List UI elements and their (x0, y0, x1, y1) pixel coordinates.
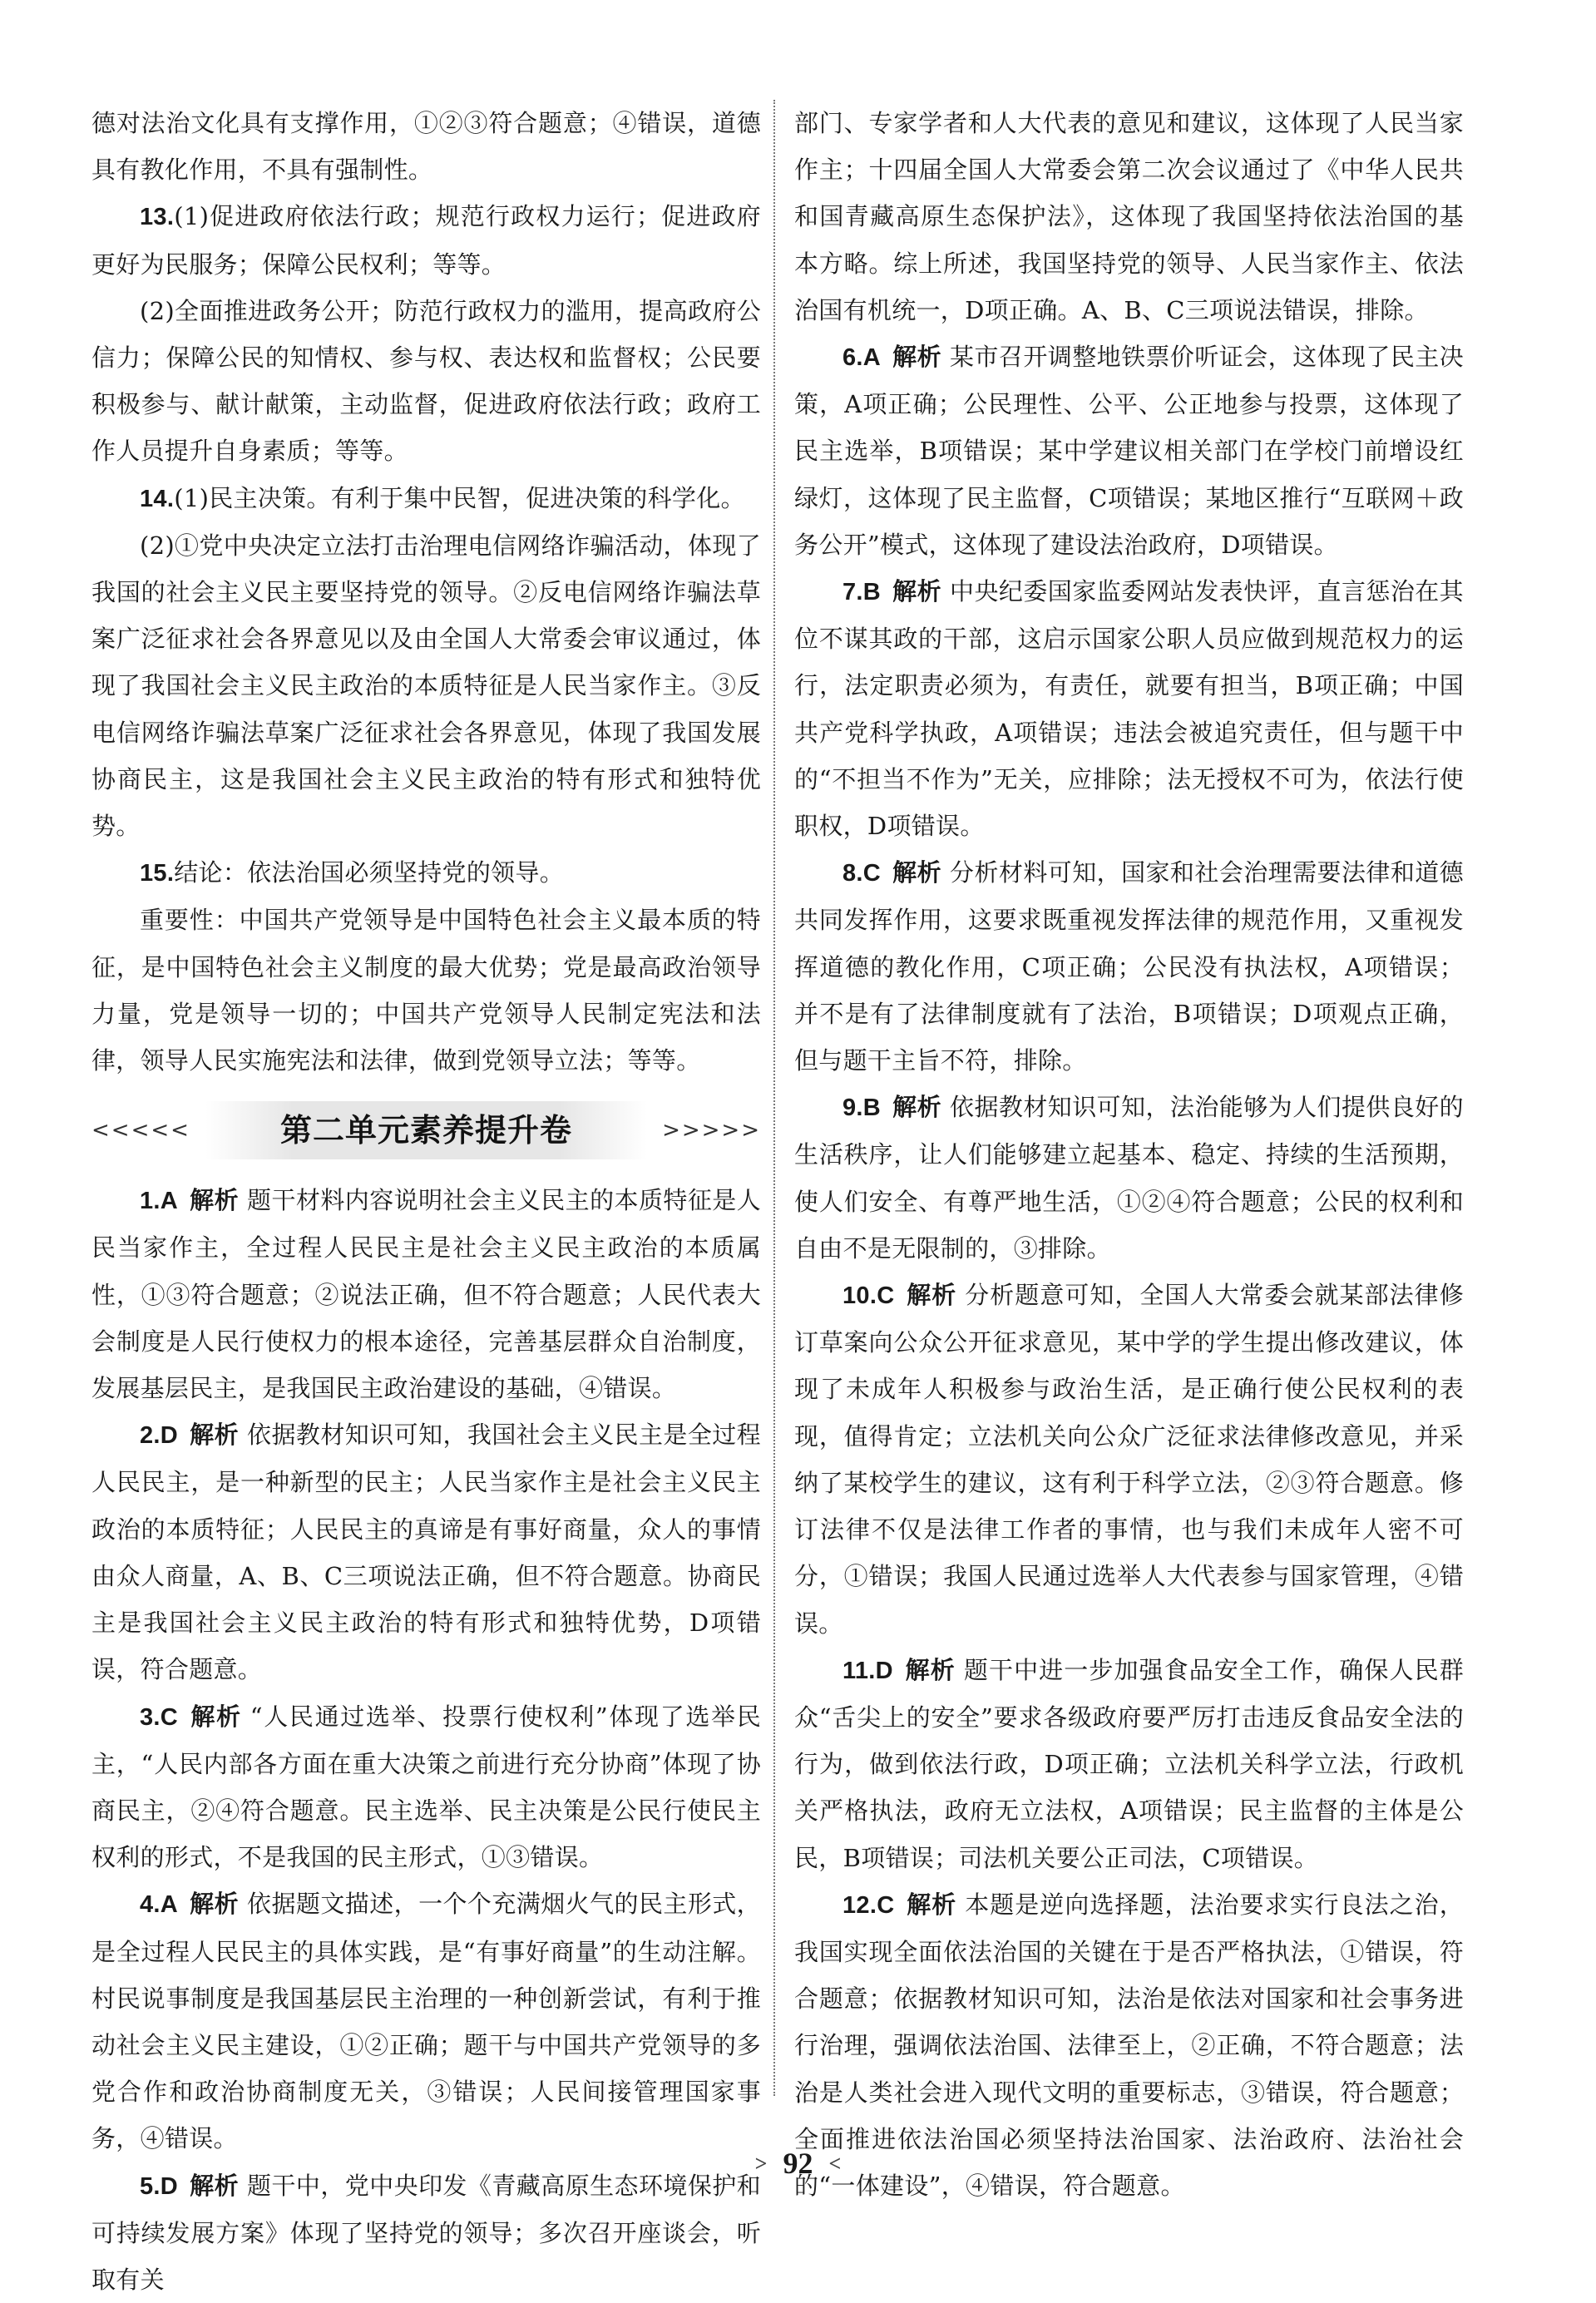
analysis-text: 中央纪委国家监委网站发表快评，直言惩治在其位不谋其政的干部，这启示国家公职人员应做到规范权力的运行，法定职责必须为，有责任，就要有担当，B项正确；中国共产党科学执政，A项错误；违法会被追究责任，但与题干中的“不担当不作为”无关，应排除；法无授权不可为，依法行使职权，D项错误。 (794, 577, 1464, 841)
answer-choice: D (160, 1422, 179, 1450)
answer-choice: B (862, 579, 882, 606)
analysis-label: 解析 (892, 344, 942, 372)
analysis-text: 某市召开调整地铁票价听证会，这体现了民主决策，A项正确；公民理性、公平、公正地参与投票，这体现了民主选举，B项错误；某中学建议相关部门在学校门前增设红绿灯，这体现了民主监督，C项错误；某地区推行“互联网＋政务公开”模式，这体现了建设法治政府，D项错误。 (794, 343, 1464, 559)
page-number: 92 (783, 2147, 813, 2180)
analysis-label: 解析 (892, 579, 942, 606)
analysis-label: 解析 (190, 1422, 240, 1450)
answer-7 (794, 568, 1464, 849)
question-number: 7. (842, 579, 863, 606)
answer-choice: A (862, 344, 882, 372)
question-number: 2. (140, 1422, 161, 1450)
question-number: 1. (140, 1188, 161, 1215)
answer-2 (91, 1411, 761, 1693)
analysis-text: 题干中，党中央印发《青藏高原生态环境保护和可持续发展方案》体现了坚持党的领导；多次召开座谈会，听取有关 (91, 2171, 761, 2294)
section-title: 第二单元素养提升卷 (279, 1112, 572, 1149)
question-number: 9. (842, 1095, 863, 1122)
analysis-text: 分析题意可知，全国人大常委会就某部法律修订草案向公众公开征求意见，某中学的学生提出修改建议，体现了未成年人积极参与政治生活，是正确行使公民权利的表现，值得肯定；立法机关向公众广泛征求法律修改意见，并采纳了某校学生的建议，这有利于科学立法，②③符合题意。修订法律不仅是法律工作者的事情，也与我们未成年人密不可分，①错误；我国人民通过选举人大代表参与国家管理，④错误。 (794, 1281, 1464, 1638)
answer-text: (1)促进政府依法行政；规范行政权力运行；促进政府更好为民服务；保障公民权利；等等。 (91, 202, 761, 279)
answer-8 (794, 849, 1464, 1084)
answer-3 (91, 1693, 761, 1881)
answer-choice: C (160, 1703, 179, 1731)
answer-11 (794, 1647, 1464, 1881)
analysis-text: 依据题文描述，一个个充满烟火气的民主形式，是全过程人民民主的具体实践，是“有事好商量”的生动注解。村民说事制度是我国基层民主治理的一种创新尝试，有利于推动社会主义民主建设，①②正确；题干与中国共产党领导的多党合作和政治协商制度无关，③错误；人民间接管理国家事务，④错误。 (91, 1890, 761, 2153)
analysis-text: 依据教材知识可知，法治能够为人们提供良好的生活秩序，让人们能够建立起基本、稳定、持续的生活预期，使人们安全、有尊严地生活，①②④符合题意；公民的权利和自由不是无限制的，③排除。 (794, 1093, 1464, 1263)
answer-14-part2: (2)①党中央决定立法打击治理电信网络诈骗活动，体现了我国的社会主义民主要坚持党的领导。②反电信网络诈骗法草案广泛征求社会各界意见以及由全国人大常委会审议通过，体现了我国社会主义民主政治的本质特征是人民当家作主。③反电信网络诈骗法草案广泛征求社会各界意见，体现了我国发展协商民主，这是我国社会主义民主政治的特有形式和独特优势。 (91, 531, 761, 841)
answer-9 (794, 1084, 1464, 1272)
analysis-text: 依据教材知识可知，我国社会主义民主是全过程人民民主，是一种新型的民主；人民当家作主是社会主义民主政治的本质特征；人民民主的真谛是有事好商量，众人的事情由众人商量，A、B、C三项说法正确，但不符合题意。协商民主是我国社会主义民主政治的特有形式和独特优势，D项错误，符合题意。 (91, 1421, 761, 1684)
answer-5-continued: 部门、专家学者和人大代表的意见和建议，这体现了人民当家作主；十四届全国人大常委会第二次会议通过了《中华人民共和国青藏高原生态保护法》，这体现了我国坚持依法治国的基本方略。综上所述，我国坚持党的领导、人民当家作主、依法治国有机统一，D项正确。A、B、C三项说法错误，排除。 (794, 109, 1464, 324)
analysis-text: 题干材料内容说明社会主义民主的本质特征是人民当家作主，全过程人民民主是社会主义民主政治的本质属性，①③符合题意；②说法正确，但不符合题意；人民代表大会制度是人民行使权力的根本途径，完善基层群众自治制度，发展基层民主，是我国民主政治建设的基础，④错误。 (91, 1186, 761, 1403)
answer-15-part2: 重要性：中国共产党领导是中国特色社会主义最本质的特征，是中国特色社会主义制度的最大优势；党是最高政治领导力量，党是领导一切的；中国共产党领导人民制定宪法和法律，领导人民实施宪法和法律，做到党领导立法；等等。 (91, 906, 761, 1075)
answer-6 (794, 334, 1464, 568)
section-title-box (205, 1101, 647, 1159)
left-column (91, 100, 761, 2303)
question-number: 4. (140, 1891, 161, 1919)
analysis-label: 解析 (190, 1188, 240, 1215)
chevron-left-icon: < (828, 2152, 842, 2176)
analysis-label: 解析 (906, 1891, 957, 1919)
question-number: 6. (842, 344, 863, 372)
answer-choice: C (862, 860, 882, 887)
analysis-label: 解析 (190, 1891, 240, 1919)
intro-paragraph: 德对法治文化具有支撑作用，①②③符合题意；④错误，道德具有教化作用，不具有强制性。 (91, 109, 761, 185)
question-number: 13. (140, 204, 175, 231)
analysis-text: 本题是逆向选择题，法治要求实行良法之治，我国实现全面依法治国的关键在于是否严格执法，①错误，符合题意；依据教材知识可知，法治是依法对国家和社会事务进行治理，强调依法治国、法律至上，②正确，不符合题意；法治是人类社会进入现代文明的重要标志，③错误，符合题意；全面推进依法治国必须坚持法治国家、法治政府、法治社会的“一体建设”，④错误，符合题意。 (794, 1890, 1464, 2200)
answer-14-part1 (91, 475, 761, 522)
answer-choice: C (877, 1282, 895, 1310)
analysis-label: 解析 (190, 1703, 242, 1731)
chevron-right-icon: > (754, 2152, 768, 2176)
question-number: 12. (842, 1891, 877, 1919)
answer-text: (1)民主决策。有利于集中民智，促进决策的科学化。 (174, 483, 745, 512)
answer-choice: C (877, 1891, 895, 1919)
right-arrows-decoration: >>>>> (662, 1118, 761, 1144)
analysis-text: 分析材料可知，国家和社会治理需要法律和道德共同发挥作用，这要求既重视发挥法律的规范作用，又重视发挥道德的教化作用，C项正确；公民没有执法权，A项错误；并不是有了法律制度就有了法治，B项错误；D项观点正确，但与题干主旨不符，排除。 (794, 858, 1464, 1075)
section-heading (91, 1084, 761, 1177)
analysis-label: 解析 (892, 860, 942, 887)
answer-choice: D (875, 1657, 893, 1684)
answer-10 (794, 1272, 1464, 1647)
answer-choice: A (160, 1891, 179, 1919)
analysis-text: “人民通过选举、投票行使权利”体现了选举民主，“人民内部各方面在重大决策之前进行充分协商”体现了协商民主，②④符合题意。民主选举、民主决策是公民行使民主权利的形式，不是我国的民主形式，①③错误。 (91, 1702, 761, 1872)
question-number: 3. (140, 1703, 161, 1731)
page-footer (0, 2146, 1596, 2181)
question-number: 8. (842, 860, 863, 887)
question-number: 5. (140, 2172, 161, 2200)
right-column (794, 100, 1464, 2209)
analysis-label: 解析 (190, 2172, 240, 2200)
answer-choice: B (862, 1095, 882, 1122)
answer-4 (91, 1880, 761, 2162)
analysis-text: 题干中进一步加强食品安全工作，确保人民群众“舌尖上的安全”要求各级政府要严厉打击违反食品安全法的行为，做到依法行政，D项正确；立法机关科学立法，行政机关严格执法，政府无立法权，A项错误；民主监督的主体是公民，B项错误；司法机关要公正司法，C项错误。 (794, 1655, 1464, 1872)
analysis-label: 解析 (904, 1657, 956, 1684)
question-number: 14. (140, 485, 175, 512)
question-number: 10. (842, 1282, 877, 1310)
column-divider (773, 100, 775, 2096)
question-number: 11. (842, 1657, 876, 1684)
answer-5 (91, 2162, 761, 2303)
analysis-label: 解析 (906, 1282, 957, 1310)
answer-choice: D (160, 2172, 179, 2200)
answer-1 (91, 1177, 761, 1411)
analysis-label: 解析 (892, 1095, 942, 1122)
left-arrows-decoration: <<<<< (91, 1118, 190, 1144)
answer-13-part2: (2)全面推进政务公开；防范行政权力的滥用，提高政府公信力；保障公民的知情权、参与权、表达权和监督权；公民要积极参与、献计献策，主动监督，促进政府依法行政；政府工作人员提升自身素质；等等。 (91, 296, 761, 466)
question-number: 15. (140, 860, 175, 887)
answer-text: 结论：依法治国必须坚持党的领导。 (174, 858, 565, 887)
answer-15-part1 (91, 849, 761, 897)
answer-13-part1 (91, 193, 761, 287)
answer-choice: A (160, 1188, 179, 1215)
